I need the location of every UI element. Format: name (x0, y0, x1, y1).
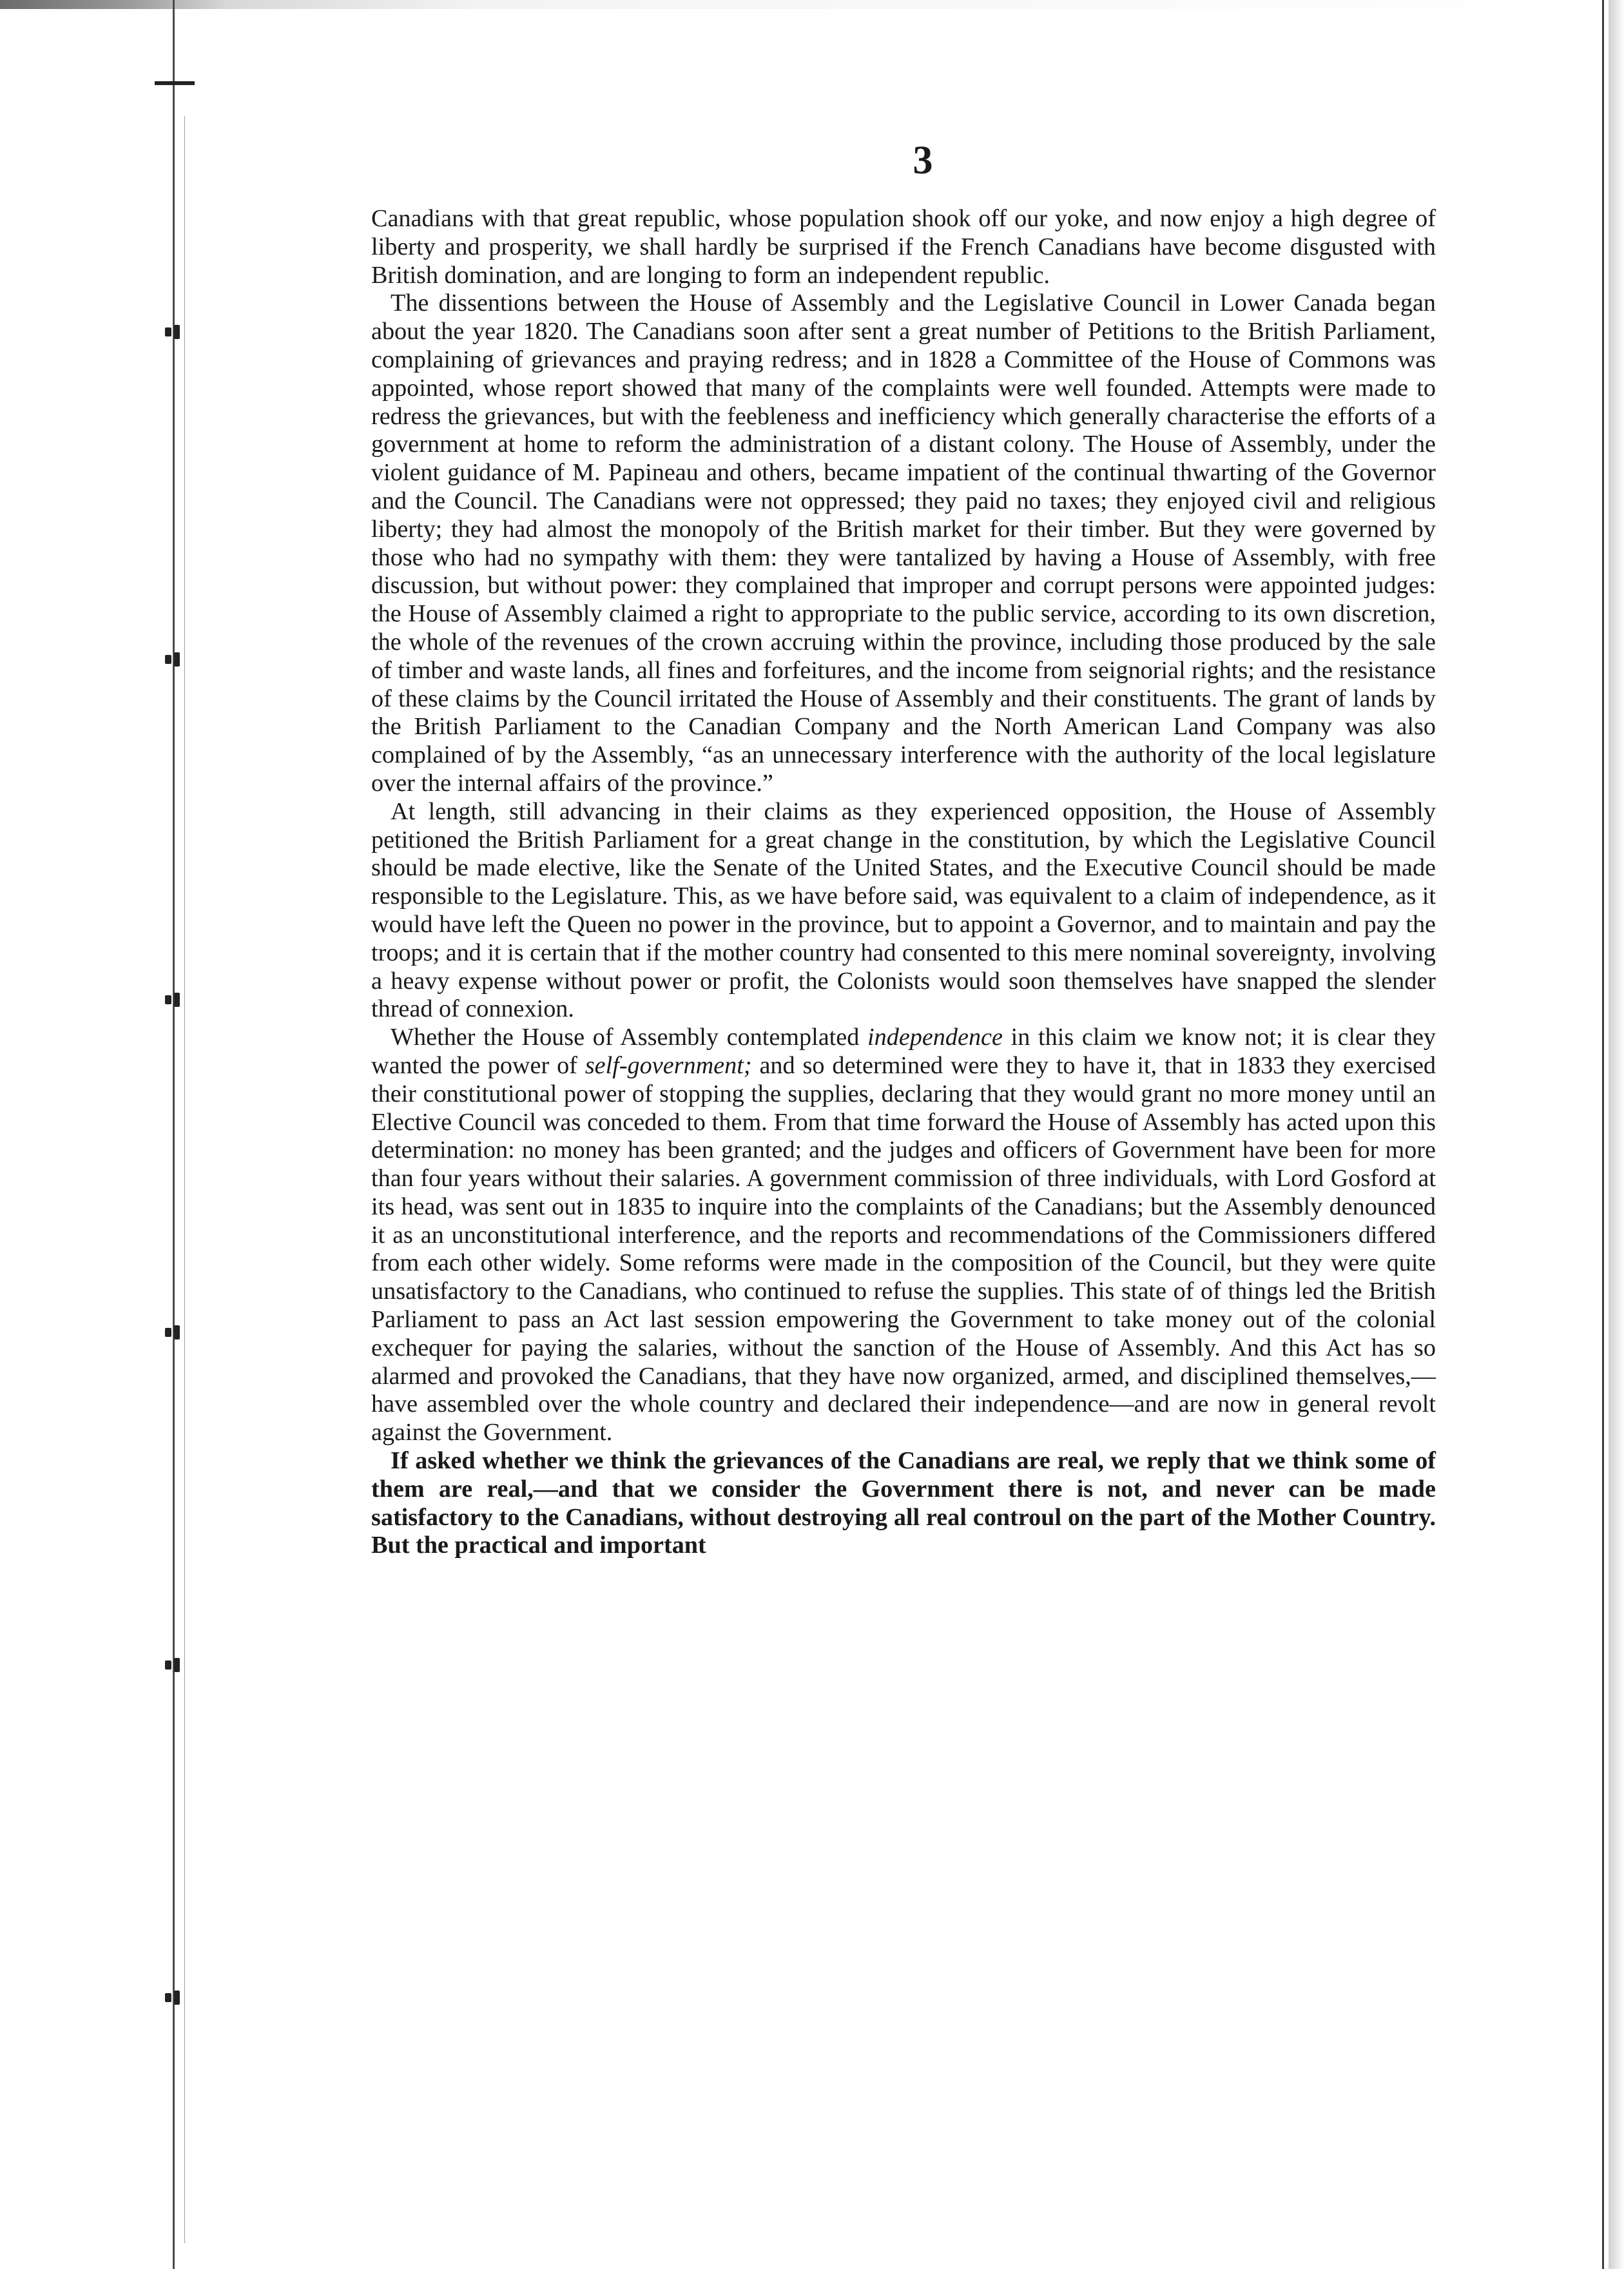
paragraph-text: and so determined were they to have it, that in 1833 they exercised their constitutional power of stopping the supplies, declaring that they would grant no more money until an Elective Council was conceded to them. From that time forward the House of Assembly has acted upon this determination: no money has been granted; and the judges and officers of Government have been for more than four years without their salaries. A government commission of three individuals, with Lord Gosford at its head, was sent out in 1835 to inquire into the complaints of the Canadians; but the Assembly denounced it as an unconstitutional interference, and the reports and recommendations of the Commissioners differed from each other widely. Some reforms were made in the composition of the Council, but they were quite unsatisfactory to the Canadians, who continued to refuse the supplies. This state of of things led the British Parliament to pass an Act last session empowering the Government to take money out of the colonial exchequer for paying the salaries, without the sanction of the House of Assembly. And this Act has so alarmed and provoked the Canadians, that they have now organized, armed, and disciplined themselves,—have assembled over the whole country and declared their independence—and are now in general revolt against the Government. (371, 1051, 1436, 1446)
paragraph: At length, still advancing in their claims as they experienced opposition, the House of Assembly petitioned the British Parliament for a great change in the constitution, by which the Legislative Council should be made elective, like the Senate of the United States, and the Executive Council should be made responsible to the Legislature. This, as we have before said, was equivalent to a claim of independence, as it would have left the Queen no power in the province, but to appoint a Governor, and to maintain and pay the troops; and it is certain that if the mother country had consented to this mere nominal sovereignty, involving a heavy expense without power or profit, the Colonists would soon themselves have snapped the slender thread of connexion. (371, 797, 1436, 1023)
italic-term: self-government; (585, 1051, 752, 1079)
paragraph-text: in this claim we know not; it is clear they wanted the power of (371, 1024, 1436, 1079)
stitch-mark (165, 990, 182, 1009)
stitch-mark (165, 1988, 182, 2007)
stitch-mark (165, 650, 182, 669)
stitch-mark (165, 1323, 182, 1342)
paragraph-text: Whether the House of Assembly contemplated (391, 1024, 868, 1051)
stitch-mark (165, 1655, 182, 1675)
page-right-shadow (1609, 0, 1624, 2269)
body-text (371, 205, 1436, 1560)
paragraph: The dissentions between the House of Assembly and the Legislative Council in Lower Canada began about the year 1820. The Canadians soon after sent a great number of Petitions to the British Parliament, complaining of grievances and praying redress; and in 1828 a Committee of the House of Commons was appointed, whose report showed that many of the complaints were well founded. Attempts were made to redress the grievances, but with the feebleness and inefficiency which generally characterise the efforts of a government at home to reform the administration of a distant colony. The House of Assembly, under the violent guidance of M. Papineau and others, became impatient of the continual thwarting of the Governor and the Council. The Canadians were not oppressed; they paid no taxes; they enjoyed civil and religious liberty; they had almost the monopoly of the British market for their timber. But they were governed by those who had no sympathy with them: they were tantalized by having a House of Assembly, with free discussion, but without power: they complained that improper and corrupt persons were appointed judges: the House of Assembly claimed a right to appropriate to the public service, according to its own discretion, the whole of the revenues of the crown accruing within the province, including those produced by the sale of timber and waste lands, all fines and forfeitures, and the income from seignorial rights; and the resistance of these claims by the Council irritated the House of Assembly and their constituents. The grant of lands by the British Parliament to the Canadian Company and the North American Land Company was also complained of by the Assembly, “as an unnecessary interference with the authority of the local legislature over the internal affairs of the province.” (371, 289, 1436, 797)
paragraph (371, 1024, 1436, 1447)
page-number: 3 (913, 139, 933, 182)
stitch-mark (165, 322, 182, 342)
paragraph: Canadians with that great republic, whose population shook off our yoke, and now enjoy a high degree of liberty and prosperity, we shall hardly be surprised if the French Canadians have become disgusted with British domination, and are longing to form an independent republic. (371, 205, 1436, 289)
paragraph: If asked whether we think the grievances of the Canadians are real, we reply that we think some of them are real,—and that we consider the Government there is not, and never can be made satisfactory to the Canadians, without destroying all real controul on the part of the Mother Country. But the practical and important (371, 1447, 1436, 1559)
binding-edge-inner (184, 116, 185, 2243)
binding-mark (155, 81, 195, 85)
italic-term: independence (867, 1024, 1003, 1051)
scan-top-edge (0, 0, 1624, 9)
page-right-edge (1602, 0, 1604, 2269)
